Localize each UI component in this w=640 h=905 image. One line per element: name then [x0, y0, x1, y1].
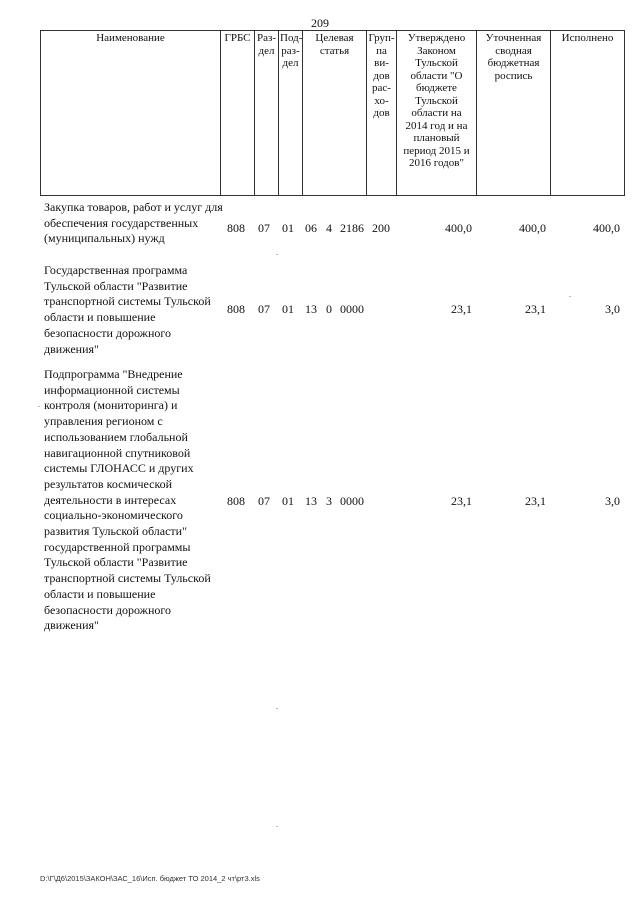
cell-refined: 23,1 [525, 494, 546, 508]
cell-target-3: 0000 [340, 302, 364, 316]
cell-razdel: 07 [258, 302, 270, 316]
table-header [40, 30, 625, 196]
cell-executed: 3,0 [605, 494, 620, 508]
row-name: Закупка товаров, работ и услуг для обеспечения государственных (муниципальных) нужд [44, 200, 223, 246]
cell-group: 200 [372, 221, 390, 235]
scan-speck [38, 406, 40, 407]
cell-target-3: 0000 [340, 494, 364, 508]
cell-approved: 23,1 [451, 494, 472, 508]
cell-target-2: 4 [326, 221, 332, 235]
cell-approved: 400,0 [445, 221, 472, 235]
cell-razdel: 07 [258, 221, 270, 235]
cell-razdel: 07 [258, 494, 270, 508]
cell-podrazdel: 01 [282, 494, 294, 508]
row-name: Подпрограмма "Внедрение информационной системы контроля (мониторинга) и управления регионом с использованием глобальной навигационной спутниковой системы ГЛОНАСС и других результатов космической деятельности в интересах социально-экономического развития Тульской области" государственной программы Тульской области "Развитие транспортной системы Тульской области и повышение безопасности дорожного движения" [44, 367, 211, 633]
row-name: Государственная программа Тульской области "Развитие транспортной системы Тульской области и повышение безопасности дорожного движения" [44, 263, 211, 356]
col-header-name: Наименование [41, 31, 221, 196]
scan-speck [276, 826, 278, 827]
scan-speck [569, 296, 571, 297]
cell-executed: 3,0 [605, 302, 620, 316]
cell-podrazdel: 01 [282, 221, 294, 235]
cell-podrazdel: 01 [282, 302, 294, 316]
cell-executed: 400,0 [593, 221, 620, 235]
col-header-approved: Утверждено Законом Тульской области "О бюджете Тульской области на 2014 год и на плановый период 2015 и 2016 годов" [397, 31, 477, 196]
page-number: 209 [311, 16, 329, 30]
col-header-target: Целевая статья [303, 31, 367, 196]
col-header-podrazdel: Под- раз- дел [279, 31, 303, 196]
cell-approved: 23,1 [451, 302, 472, 316]
scan-speck [276, 708, 278, 709]
cell-target-3: 2186 [340, 221, 364, 235]
col-header-executed: Исполнено [551, 31, 625, 196]
file-path-footer: D:\Г\Д6\2015\ЗАКОН\ЗАС_16\Исп. бюджет ТО 2014_2 чт\рт3.xls [40, 874, 260, 883]
cell-grbs: 808 [227, 221, 245, 235]
cell-target-1: 13 [305, 302, 317, 316]
col-header-razdel: Раз- дел [255, 31, 279, 196]
col-header-grbs: ГРБС [221, 31, 255, 196]
cell-grbs: 808 [227, 302, 245, 316]
cell-refined: 400,0 [519, 221, 546, 235]
col-header-refined: Уточненная сводная бюджетная роспись [477, 31, 551, 196]
cell-target-2: 0 [326, 302, 332, 316]
cell-target-1: 13 [305, 494, 317, 508]
cell-grbs: 808 [227, 494, 245, 508]
scan-speck [276, 254, 278, 255]
col-header-group: Груп- па ви- дов рас- хо- дов [367, 31, 397, 196]
cell-refined: 23,1 [525, 302, 546, 316]
cell-target-2: 3 [326, 494, 332, 508]
cell-target-1: 06 [305, 221, 317, 235]
